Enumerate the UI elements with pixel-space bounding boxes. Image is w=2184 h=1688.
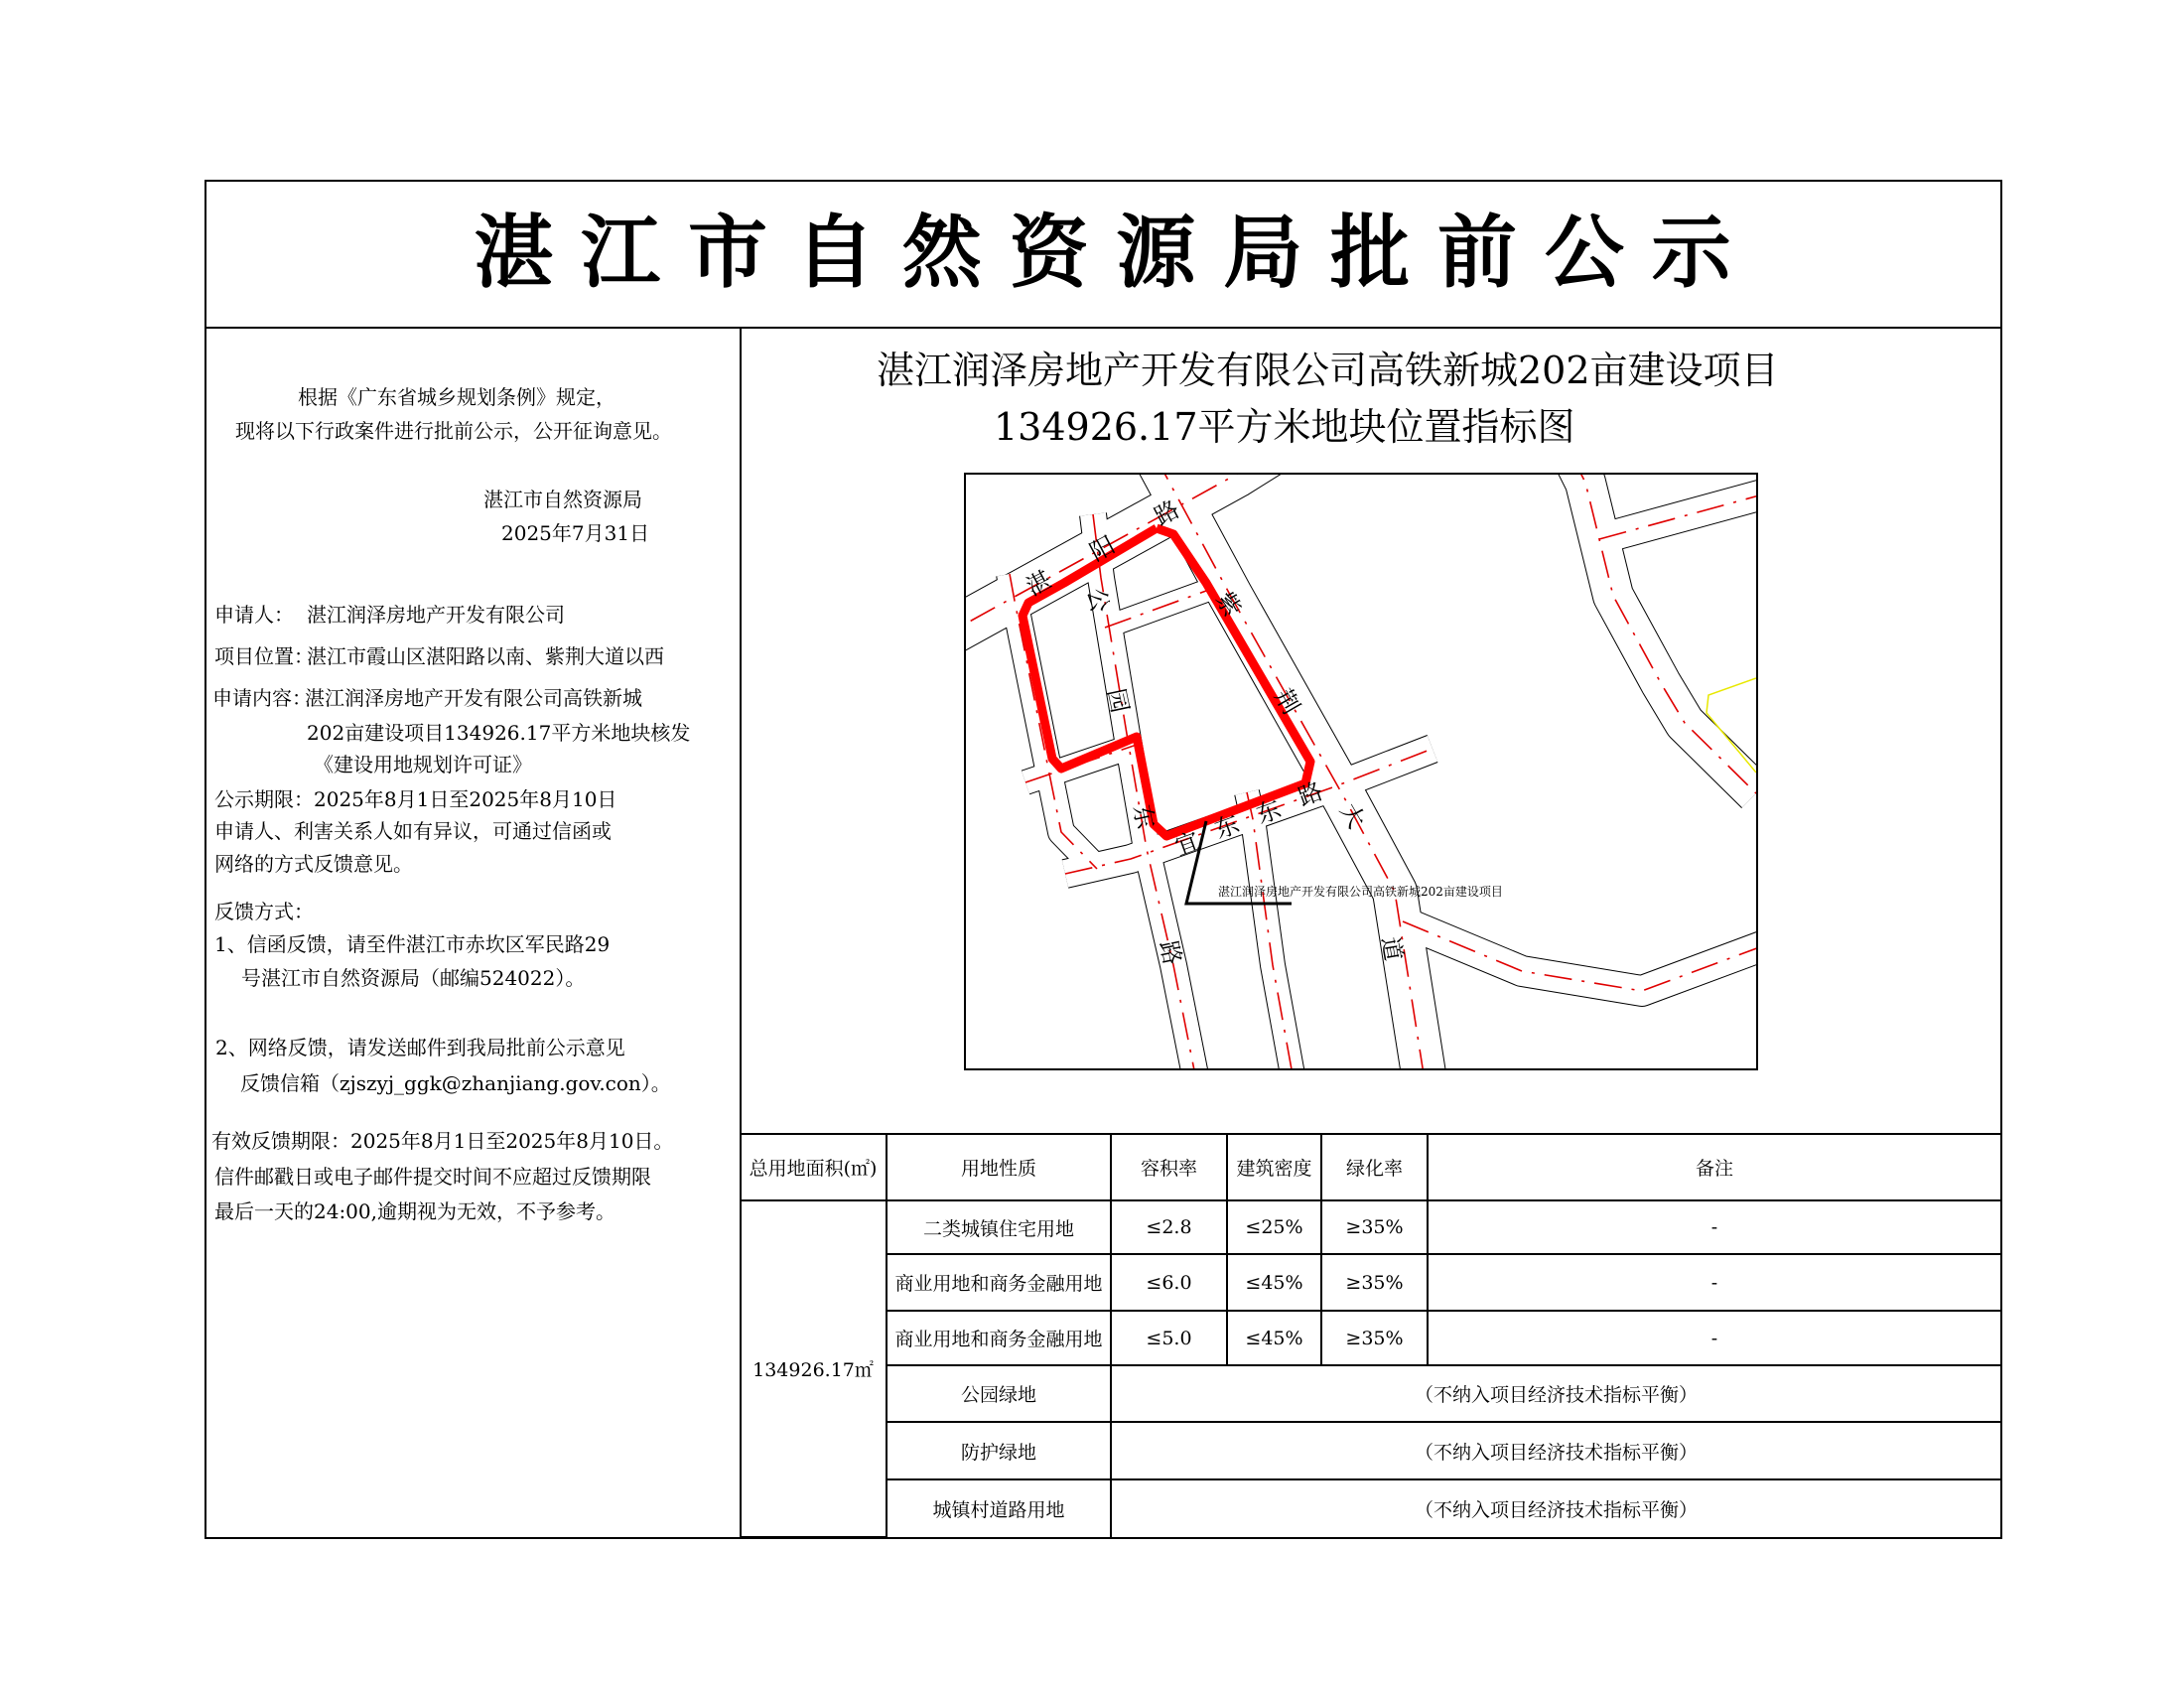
notice-date: 2025年7月31日 [501, 521, 650, 545]
note-cell: - [1428, 1200, 2000, 1254]
table-row [741, 1422, 2000, 1479]
indicator-table [741, 1133, 2000, 1538]
location-value: 湛江市霞山区湛阳路以南、紫荆大道以西 [307, 644, 664, 668]
road-label-zijing: 荆 [1269, 684, 1305, 719]
content-value: 《建设用地规划许可证》 [314, 753, 532, 776]
land-use-cell: 商业用地和商务金融用地 [887, 1254, 1111, 1311]
objection-text: 申请人、利害关系人如有异议，可通过信函或 [214, 819, 612, 843]
green-cell: ≥35% [1321, 1254, 1428, 1311]
notice-period: 公示期限：2025年8月1日至2025年8月10日 [214, 787, 617, 811]
header-density: 建筑密度 [1227, 1134, 1321, 1200]
land-use-cell: 公园绿地 [887, 1365, 1111, 1422]
total-area-cell: 134926.17㎡ [741, 1200, 887, 1537]
density-cell: ≤45% [1227, 1311, 1321, 1365]
header-land-use: 用地性质 [887, 1134, 1111, 1200]
valid-note: 最后一天的24:00,逾期视为无效，不予参考。 [214, 1199, 615, 1223]
title-divider [205, 327, 2000, 329]
feedback-heading: 反馈方式： [214, 900, 314, 923]
road-label-zhanyang: 阳 [1085, 530, 1120, 567]
road-south-2-surface [1247, 792, 1294, 1068]
applicant-label: 申请人： [214, 603, 294, 627]
issuer: 湛江市自然资源局 [483, 488, 642, 511]
road-label-zhanyang: 路 [1150, 494, 1184, 531]
land-use-cell: 商业用地和商务金融用地 [887, 1311, 1111, 1365]
feedback-mail: 号湛江市自然资源局（邮编524022）。 [241, 966, 586, 990]
feedback-email: 2、网络反馈，请发送邮件到我局批前公示意见 [215, 1036, 625, 1059]
intro-line: 根据《广东省城乡规划条例》规定， [298, 385, 615, 409]
table-row [741, 1311, 2000, 1365]
far-cell: ≤5.0 [1111, 1311, 1227, 1365]
header-green-ratio: 绿化率 [1321, 1134, 1428, 1200]
intro-line: 现将以下行政案件进行批前公示，公开征询意见。 [235, 419, 672, 443]
far-cell: ≤6.0 [1111, 1254, 1227, 1311]
road-label-gongyuan: 路 [1154, 937, 1187, 968]
density-cell: ≤45% [1227, 1254, 1321, 1311]
road-label-zijing: 道 [1376, 934, 1408, 963]
page-title: 湛 江 市 自 然 资 源 局 批 前 公 示 [474, 207, 1731, 299]
road-label-gongyuan: 东 [1127, 801, 1160, 832]
content-label: 申请内容： [212, 686, 312, 710]
road-label-yidong: 宜 [1170, 826, 1204, 862]
objection-text: 网络的方式反馈意见。 [214, 852, 413, 876]
valid-note: 信件邮戳日或电子邮件提交时间不应超过反馈期限 [214, 1165, 651, 1189]
road-label-yidong: 东 [1210, 809, 1244, 845]
header-total-area: 总用地面积(㎡) [741, 1134, 887, 1200]
parcel-label: 湛江润泽房地产开发有限公司高铁新城202亩建设项目 [1218, 885, 1503, 899]
content-value: 202亩建设项目134926.17平方米地块核发 [307, 721, 691, 745]
road-label-zhanyang: 湛 [1022, 565, 1056, 602]
land-use-cell: 防护绿地 [887, 1422, 1111, 1479]
location-label: 项目位置： [214, 644, 314, 668]
map-canvas [966, 475, 1756, 1068]
header-note: 备注 [1428, 1134, 2000, 1200]
green-cell: ≥35% [1321, 1311, 1428, 1365]
road-label-gongyuan: 园 [1101, 685, 1135, 716]
road-label-gongyuan: 公 [1081, 585, 1115, 616]
map-subtitle: 134926.17平方米地块位置指标图 [994, 405, 1575, 449]
header-far: 容积率 [1111, 1134, 1227, 1200]
table-row [741, 1479, 2000, 1537]
road-label-zijing: 紫 [1210, 587, 1247, 622]
green-cell: ≥35% [1321, 1200, 1428, 1254]
far-cell: ≤2.8 [1111, 1200, 1227, 1254]
feedback-email: 反馈信箱（zjszyj_ggk@zhanjiang.gov.con）。 [240, 1071, 671, 1095]
road-east-lower-surface [1403, 921, 1756, 991]
content-value: 湛江润泽房地产开发有限公司高铁新城 [305, 686, 642, 710]
note-cell: - [1428, 1254, 2000, 1311]
land-use-cell: 城镇村道路用地 [887, 1479, 1111, 1537]
road-label-yidong: 路 [1294, 776, 1327, 812]
land-use-cell: 二类城镇住宅用地 [887, 1200, 1111, 1254]
density-cell: ≤25% [1227, 1200, 1321, 1254]
note-cell: - [1428, 1311, 2000, 1365]
applicant-value: 湛江润泽房地产开发有限公司 [307, 603, 565, 627]
map-title: 湛江润泽房地产开发有限公司高铁新城202亩建设项目 [877, 349, 1779, 392]
road-label-zijing: 大 [1334, 798, 1371, 833]
table-row [741, 1200, 2000, 1254]
location-map [964, 473, 1758, 1070]
road-label-yidong: 东 [1252, 794, 1286, 830]
valid-period: 有效反馈期限：2025年8月1日至2025年8月10日。 [211, 1129, 674, 1153]
table-row [741, 1365, 2000, 1422]
note-cell: （不纳入项目经济技术指标平衡） [1111, 1479, 2000, 1537]
table-row [741, 1254, 2000, 1311]
roads [966, 475, 1756, 1068]
note-cell: （不纳入项目经济技术指标平衡） [1111, 1365, 2000, 1422]
note-cell: （不纳入项目经济技术指标平衡） [1111, 1422, 2000, 1479]
table-header-row [741, 1134, 2000, 1200]
feedback-mail: 1、信函反馈，请至件湛江市赤坎区军民路29 [214, 932, 611, 956]
